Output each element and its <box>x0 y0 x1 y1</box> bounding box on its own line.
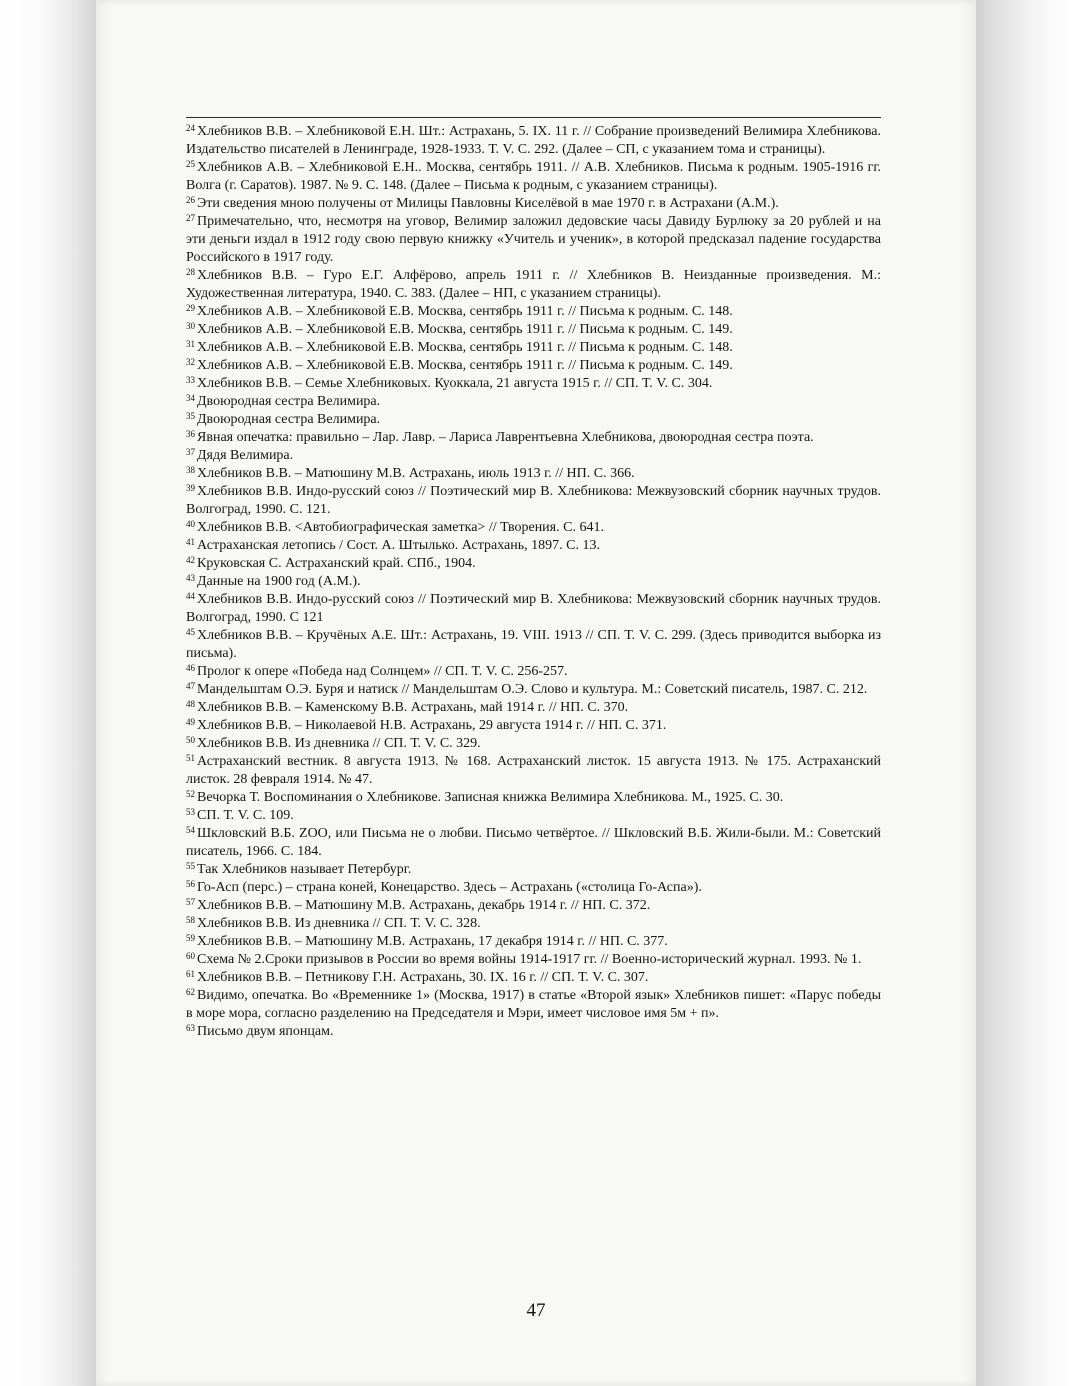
footnote <box>186 1023 881 1041</box>
footnote-text: Хлебников В.В. – Николаевой Н.В. Астрахань, 29 августа 1914 г. // НП. С. 371. <box>197 718 667 733</box>
footnote-text: Астраханская летопись / Сост. А. Штылько. Астрахань, 1897. С. 13. <box>197 538 600 553</box>
footnote <box>186 915 881 933</box>
footnote <box>186 213 881 267</box>
footnote-number: 52 <box>186 789 195 799</box>
footnote-number: 62 <box>186 987 195 997</box>
footnote <box>186 825 881 861</box>
footnote-text: Шкловский В.Б. ZOO, или Письма не о любви. Письмо четвёртое. // Шкловский В.Б. Жили-были. М.: Советский писатель, 1966. С. 184. <box>186 826 881 859</box>
footnote-number: 51 <box>186 753 195 763</box>
footnote-number: 55 <box>186 861 195 871</box>
footnote <box>186 393 881 411</box>
footnote-separator-rule <box>186 117 881 118</box>
footnote-number: 63 <box>186 1023 195 1033</box>
footnote-text: Хлебников А.В. – Хлебниковой Е.В. Москва, сентябрь 1911 г. // Письма к родным. С. 148. <box>197 304 733 319</box>
footnote-text: Хлебников В.В. Из дневника // СП. Т. V. С. 329. <box>197 736 481 751</box>
footnote <box>186 321 881 339</box>
footnote-text: Так Хлебников называет Петербург. <box>197 862 412 877</box>
footnote-number: 26 <box>186 195 195 205</box>
footnote <box>186 753 881 789</box>
footnote <box>186 879 881 897</box>
footnote-number: 31 <box>186 339 195 349</box>
footnote <box>186 429 881 447</box>
footnote-number: 39 <box>186 483 195 493</box>
footnote-text: Двоюродная сестра Велимира. <box>197 394 381 409</box>
scan-right-margin <box>976 0 1071 1386</box>
footnote-number: 30 <box>186 321 195 331</box>
footnote <box>186 591 881 627</box>
footnote-number: 44 <box>186 591 195 601</box>
footnote-number: 27 <box>186 213 195 223</box>
footnote-text: Хлебников В.В. Из дневника // СП. Т. V. С. 328. <box>197 916 481 931</box>
footnote <box>186 303 881 321</box>
footnote <box>186 357 881 375</box>
footnote-text: Данные на 1900 год (А.М.). <box>197 574 361 589</box>
footnote <box>186 483 881 519</box>
footnote-number: 57 <box>186 897 195 907</box>
footnote <box>186 447 881 465</box>
footnote-number: 47 <box>186 681 195 691</box>
footnote-number: 46 <box>186 663 195 673</box>
footnote-number: 40 <box>186 519 195 529</box>
footnote <box>186 717 881 735</box>
footnote <box>186 987 881 1023</box>
footnote-number: 28 <box>186 267 195 277</box>
footnote-text: Схема № 2.Сроки призывов в России во время войны 1914-1917 гг. // Военно-исторический журнал. 1993. № 1. <box>197 952 862 967</box>
footnote-text: Видимо, опечатка. Во «Временнике 1» (Москва, 1917) в статье «Второй язык» Хлебников пишет: «Парус победы в море мора, согласно разделению на Председателя и Мэри, имеет числовое имя 5м + п». <box>186 988 881 1021</box>
footnote-text: Двоюродная сестра Велимира. <box>197 412 381 427</box>
footnote-text: Дядя Велимира. <box>197 448 294 463</box>
footnote-text: Хлебников А.В. – Хлебниковой Е.В. Москва, сентябрь 1911 г. // Письма к родным. С. 148. <box>197 340 733 355</box>
footnote <box>186 195 881 213</box>
footnote-text: Пролог к опере «Победа над Солнцем» // СП. Т. V. С. 256-257. <box>197 664 568 679</box>
footnote-text: Хлебников В.В. Индо-русский союз // Поэтический мир В. Хлебникова: Межвузовский сборник научных трудов. Волгоград, 1990. С. 121. <box>186 484 881 517</box>
footnote-number: 34 <box>186 393 195 403</box>
footnote-number: 49 <box>186 717 195 727</box>
footnote-text: Хлебников В.В. <Автобиографическая заметка> // Творения. С. 641. <box>197 520 604 535</box>
footnote <box>186 735 881 753</box>
footnote-number: 59 <box>186 933 195 943</box>
footnote-text: Хлебников В.В. Индо-русский союз // Поэтический мир В. Хлебникова: Межвузовский сборник научных трудов. Волгоград, 1990. С 121 <box>186 592 881 625</box>
footnote <box>186 375 881 393</box>
scan-left-margin <box>0 0 96 1386</box>
footnote-text: Хлебников В.В. – Матюшину М.В. Астрахань, декабрь 1914 г. // НП. С. 372. <box>197 898 651 913</box>
footnote-text: Го-Асп (перс.) – страна коней, Конецарство. Здесь – Астрахань («столица Го-Аспа»). <box>197 880 702 895</box>
footnote-text: Хлебников В.В. – Петникову Г.Н. Астрахань, 30. IX. 16 г. // СП. Т. V. С. 307. <box>197 970 649 985</box>
footnote-text: Хлебников А.В. – Хлебниковой Е.В. Москва, сентябрь 1911 г. // Письма к родным. С. 149. <box>197 358 733 373</box>
footnote-number: 33 <box>186 375 195 385</box>
footnote-number: 53 <box>186 807 195 817</box>
footnote <box>186 465 881 483</box>
footnote-text: Хлебников В.В. – Каменскому В.В. Астрахань, май 1914 г. // НП. С. 370. <box>197 700 629 715</box>
footnote-text: Астраханский вестник. 8 августа 1913. № 168. Астраханский листок. 15 августа 1913. № 175. Астраханский листок. 28 февраля 1914. № 47. <box>186 754 881 787</box>
footnote-number: 43 <box>186 573 195 583</box>
footnote-text: Эти сведения мною получены от Милицы Павловны Киселёвой в мае 1970 г. в Астрахани (А.М.). <box>197 196 779 211</box>
footnote-number: 54 <box>186 825 195 835</box>
footnote-number: 35 <box>186 411 195 421</box>
footnote <box>186 267 881 303</box>
footnote-number: 56 <box>186 879 195 889</box>
footnote-text: Мандельштам О.Э. Буря и натиск // Мандельштам О.Э. Слово и культура. М.: Советский писатель, 1987. С. 212. <box>197 682 868 697</box>
footnote <box>186 933 881 951</box>
footnote-text: Хлебников В.В. – Матюшину М.В. Астрахань, июль 1913 г. // НП. С. 366. <box>197 466 635 481</box>
footnote-number: 42 <box>186 555 195 565</box>
footnote-number: 25 <box>186 159 195 169</box>
footnote <box>186 789 881 807</box>
footnote <box>186 537 881 555</box>
footnote <box>186 627 881 663</box>
footnote-number: 38 <box>186 465 195 475</box>
footnote-text: Хлебников В.В. – Кручёных А.Е. Шт.: Астрахань, 19. VIII. 1913 // СП. Т. V. С. 299. (Здесь приводится выборка из письма). <box>186 628 881 661</box>
footnote <box>186 969 881 987</box>
footnote <box>186 897 881 915</box>
footnote-number: 32 <box>186 357 195 367</box>
footnote-number: 50 <box>186 735 195 745</box>
footnote-text: Хлебников В.В. – Хлебниковой Е.Н. Шт.: Астрахань, 5. IX. 11 г. // Собрание произведений Велимира Хлебникова. Издательство писателей в Ленинграде, 1928-1933. Т. V. С. 292. (Далее – СП, с указанием тома и страницы). <box>186 124 881 157</box>
footnote-text: Хлебников В.В. – Матюшину М.В. Астрахань, 17 декабря 1914 г. // НП. С. 377. <box>197 934 668 949</box>
footnote-number: 24 <box>186 123 195 133</box>
footnote <box>186 159 881 195</box>
footnote <box>186 339 881 357</box>
footnote <box>186 861 881 879</box>
footnote-text: Хлебников В.В. – Гуро Е.Г. Алфёрово, апрель 1911 г. // Хлебников В. Неизданные произведения. М.: Художественная литература, 1940. С. 383. (Далее – НП, с указанием страницы). <box>186 268 881 301</box>
footnotes-list <box>186 123 881 1041</box>
footnote-text: Хлебников В.В. – Семье Хлебниковых. Куоккала, 21 августа 1915 г. // СП. Т. V. С. 304. <box>197 376 713 391</box>
footnote-text: Вечорка Т. Воспоминания о Хлебникове. Записная книжка Велимира Хлебникова. М., 1925. С. 30. <box>197 790 784 805</box>
footnote <box>186 555 881 573</box>
footnote-number: 45 <box>186 627 195 637</box>
footnote-number: 60 <box>186 951 195 961</box>
footnote <box>186 663 881 681</box>
footnote-number: 61 <box>186 969 195 979</box>
book-page <box>96 0 976 1386</box>
footnote <box>186 951 881 969</box>
footnote-number: 48 <box>186 699 195 709</box>
footnote-text: Явная опечатка: правильно – Лар. Лавр. – Лариса Лаврентьевна Хлебникова, двоюродная сестра поэта. <box>197 430 814 445</box>
footnote <box>186 681 881 699</box>
footnote-number: 58 <box>186 915 195 925</box>
footnote-text: Хлебников А.В. – Хлебниковой Е.В. Москва, сентябрь 1911 г. // Письма к родным. С. 149. <box>197 322 733 337</box>
footnote-text: Круковская С. Астраханский край. СПб., 1904. <box>197 556 476 571</box>
footnote <box>186 123 881 159</box>
footnote-number: 29 <box>186 303 195 313</box>
footnote <box>186 807 881 825</box>
footnote-text: Письмо двум японцам. <box>197 1024 334 1039</box>
footnote <box>186 699 881 717</box>
footnote-text: Хлебников А.В. – Хлебниковой Е.Н.. Москва, сентябрь 1911. // А.В. Хлебников. Письма к родным. 1905-1916 гг. Волга (г. Саратов). 1987. № 9. С. 148. (Далее – Письма к родным, с указанием страницы). <box>186 160 881 193</box>
footnote-number: 37 <box>186 447 195 457</box>
footnote <box>186 411 881 429</box>
footnote-text: СП. Т. V. С. 109. <box>197 808 294 823</box>
footnote-text: Примечательно, что, несмотря на уговор, Велимир заложил дедовские часы Давиду Бурлюку за 20 рублей и на эти деньги издал в 1912 году свою первую книжку «Учитель и ученик», в которой предсказал падение государства Российского в 1917 году. <box>186 214 881 265</box>
footnote-number: 36 <box>186 429 195 439</box>
footnote-number: 41 <box>186 537 195 547</box>
footnote <box>186 519 881 537</box>
page-number: 47 <box>526 1300 546 1321</box>
footnote <box>186 573 881 591</box>
